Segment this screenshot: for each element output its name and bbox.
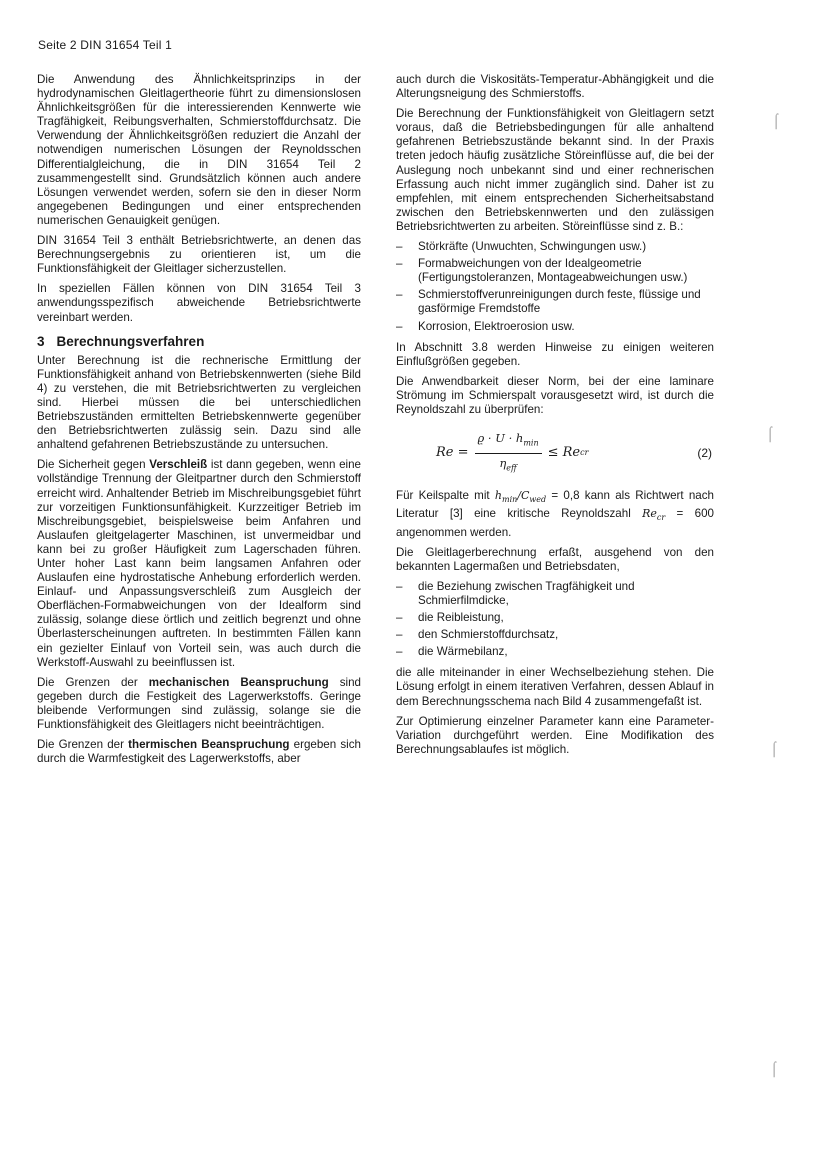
- text-run: Die Sicherheit gegen: [37, 458, 150, 472]
- bold-term: mechanischen Beanspruchung: [148, 675, 329, 689]
- calculation-list: [396, 580, 714, 659]
- text-run: = 600 angenommen werden.: [396, 507, 714, 539]
- math-symbol: h: [494, 489, 502, 503]
- paragraph: In Abschnitt 3.8 werden Hinweise zu einigen weiteren Einflußgrößen gegeben.: [396, 340, 714, 368]
- numerator-subscript: min: [523, 438, 539, 448]
- inline-math: [642, 507, 666, 523]
- math-symbol: /C: [517, 489, 530, 503]
- margin-mark-icon: ⌠: [766, 425, 775, 441]
- bold-term: Verschleiß: [149, 458, 208, 472]
- list-item: – die Reibleistung,: [396, 611, 714, 625]
- section-heading: [37, 335, 361, 349]
- paragraph: In speziellen Fällen können von DIN 31654 Teil 3 anwendungsspezifisch abweichende Betriebsrichtwerte vereinbart werden.: [37, 282, 361, 324]
- text-run: = 0,8 kann als Richtwert nach Literatur [3] eine kritische Reynoldszahl: [396, 489, 714, 521]
- fraction-denominator: [499, 454, 516, 475]
- paragraph: DIN 31654 Teil 3 enthält Betriebsrichtwerte, an denen das Berechnungsergebnis zu orientieren ist, um die Funktionsfähigkeit der Gleitlager sicherzustellen.: [37, 234, 361, 276]
- left-column: [37, 73, 361, 772]
- formula-expression: [436, 431, 588, 475]
- inline-math: [494, 489, 547, 505]
- math-subscript: cr: [656, 513, 666, 523]
- math-subscript: min: [502, 495, 518, 505]
- margin-mark-icon: ⌠: [772, 112, 781, 128]
- paragraph: auch durch die Viskositäts-Temperatur-Abhängigkeit und die Alterungsneigung des Schmierstoffs.: [396, 73, 714, 101]
- right-column: [396, 73, 714, 763]
- equation-number: (2): [697, 446, 712, 461]
- list-item: – die Wärmebilanz,: [396, 645, 714, 659]
- disturbance-list: [396, 240, 714, 334]
- paragraph: Die Berechnung der Funktionsfähigkeit von Gleitlagern setzt voraus, daß die Betriebsbedingungen für alle anhaltend gefahrenen Betriebszustände bekannt sind. In der Praxis treten jedoch häufig zusätzliche Störeinflüsse auf, die bei der Auslegung noch unbekannt sind und einer rechnerischen Erfassung auch nicht immer zugänglich sind. Daher ist zu empfehlen, mit einem entsprechenden Sicherheitsabstand zwischen den Betriebskennwerten und den zulässigen Betriebsrichtwerten zu arbeiten. Störeinflüsse sind z. B.:: [396, 107, 714, 233]
- denominator-subscript: eff: [506, 462, 517, 472]
- text-run: ergeben sich durch die Warmfestigkeit des Lagerwerkstoffs, aber: [37, 738, 361, 766]
- paragraph: [37, 738, 361, 766]
- formula-lhs: Re: [436, 445, 454, 461]
- section-number: 3: [37, 333, 45, 349]
- text-run: ist dann gegeben, wenn eine vollständige Trennung der Gleitpartner durch den Schmierstoff erreicht wird. Anhaltender Betrieb im Mischreibungsgebiet führt zur vorzeitigen Funktionsunfähigkeit. Kurzzeitiger Betrieb im Mischreibungsgebiet, beispielsweise beim Anfahren und Auslaufen gleitgelagerter Maschinen, ist unvermeidbar und kann bei zu großer Häufigkeit zum Lagerschaden führen. Unter hoher Last kann beim langsamen Anfahren oder Auslaufen eine hydrostatische Anhebung erforderlich werden. Einlauf- und Anpassungsverschleiß zum Ausgleich der Oberflächen-Formabweichungen von der Idealform sind zulässig, solange diese örtlich und zeitlich begrenzt und ohne Überlasterscheinungen auftreten. In bestimmten Fällen kann ein gezielter Einlauf von Vorteil sein, was auch durch die Werkstoff-Auswahl zu beeinflussen ist.: [37, 458, 362, 669]
- list-item: – Korrosion, Elektroerosion usw.: [396, 320, 714, 334]
- relation-subscript: cr: [580, 448, 589, 458]
- text-run: Für Keilspalte mit: [396, 489, 495, 503]
- text-run: Die Grenzen der: [37, 738, 129, 752]
- list-item: – Formabweichungen von der Idealgeometrie (Fertigungstoleranzen, Montageabweichungen usw.): [396, 257, 714, 285]
- margin-mark-icon: ⌠: [770, 740, 779, 756]
- math-symbol: Re: [642, 507, 657, 521]
- paragraph: [396, 489, 714, 540]
- paragraph: Zur Optimierung einzelner Parameter kann eine Parameter-Variation durchgeführt werden. Eine Modifikation des Berechnungsablaufes ist möglich.: [396, 714, 714, 756]
- paragraph: Die Anwendung des Ähnlichkeitsprinzips in der hydrodynamischen Gleitlagertheorie führt zu dimensionslosen Ähnlichkeitsgrößen für die interessierenden Kennwerte wie Tragfähigkeit, Reibungsverhalten, Schmierstoffdurchsatz. Die Verwendung der Ähnlichkeitsgrößen reduziert die Anzahl der notwendigen numerischen Lösungen der Reynoldsschen Differentialgleichung, die in DIN 31654 Teil 2 zusammengestellt sind. Grundsätzlich können auch andere Lösungen verwendet werden, sofern sie den in dieser Norm angegebenen Bedingungen und einer entsprechenden numerischen Genauigkeit genügen.: [37, 73, 361, 227]
- list-item: – Schmierstoffverunreinigungen durch feste, flüssige und gasförmige Fremdstoffe: [396, 288, 714, 316]
- numerator-text: ϱ · U · h: [477, 431, 524, 446]
- fraction-numerator: [475, 431, 542, 453]
- equals-sign: =: [453, 445, 469, 461]
- paragraph: [37, 458, 361, 669]
- page-header: Seite 2 DIN 31654 Teil 1: [38, 38, 172, 52]
- denominator-text: η: [499, 455, 507, 470]
- list-item: – den Schmierstoffdurchsatz,: [396, 628, 714, 642]
- paragraph: Die Anwendbarkeit dieser Norm, bei der eine laminare Strömung im Schmierspalt vorausgesetzt wird, ist durch die Reynoldszahl zu überprüfen:: [396, 374, 714, 416]
- formula-fraction: [475, 431, 542, 475]
- paragraph: Unter Berechnung ist die rechnerische Ermittlung der Funktionsfähigkeit anhand von Betriebskennwerten (siehe Bild 4) zu verstehen, die mit Betriebsrichtwerten zu vergleichen sind. Hierbei müssen die bei unterschiedlichen Betriebszuständen ermittelten Betriebskennwerte gegenüber den Betriebsrichtwerten zulässig sein. Dazu sind alle anhaltend gefahrenen Betriebszustände zu untersuchen.: [37, 353, 361, 452]
- section-title: Berechnungsverfahren: [56, 333, 205, 349]
- margin-mark-icon: ⌠: [770, 1060, 779, 1076]
- math-subscript: wed: [529, 495, 547, 505]
- formula-relation: ≤ Re: [547, 445, 581, 461]
- bold-term: thermischen Beanspruchung: [128, 738, 290, 752]
- text-run: sind gegeben durch die Festigkeit des Lagerwerkstoffs. Geringe bleibende Verformungen sind zulässig, solange sie die Funktionsfähigkeit des Gleitlagers nicht beeinträchtigen.: [37, 675, 361, 732]
- paragraph: die alle miteinander in einer Wechselbeziehung stehen. Die Lösung erfolgt in einem iterativen Verfahren, dessen Ablauf in dem Berechnungsschema nach Bild 4 zusammengefaßt ist.: [396, 666, 714, 708]
- paragraph: Die Gleitlagerberechnung erfaßt, ausgehend von den bekannten Lagermaßen und Betriebsdaten,: [396, 545, 714, 573]
- list-item: – die Beziehung zwischen Tragfähigkeit und Schmierfilmdicke,: [396, 580, 714, 608]
- paragraph: [37, 676, 361, 732]
- text-run: Die Grenzen der: [37, 675, 149, 689]
- reynolds-formula: [396, 431, 714, 475]
- list-item: – Störkräfte (Unwuchten, Schwingungen usw.): [396, 240, 714, 254]
